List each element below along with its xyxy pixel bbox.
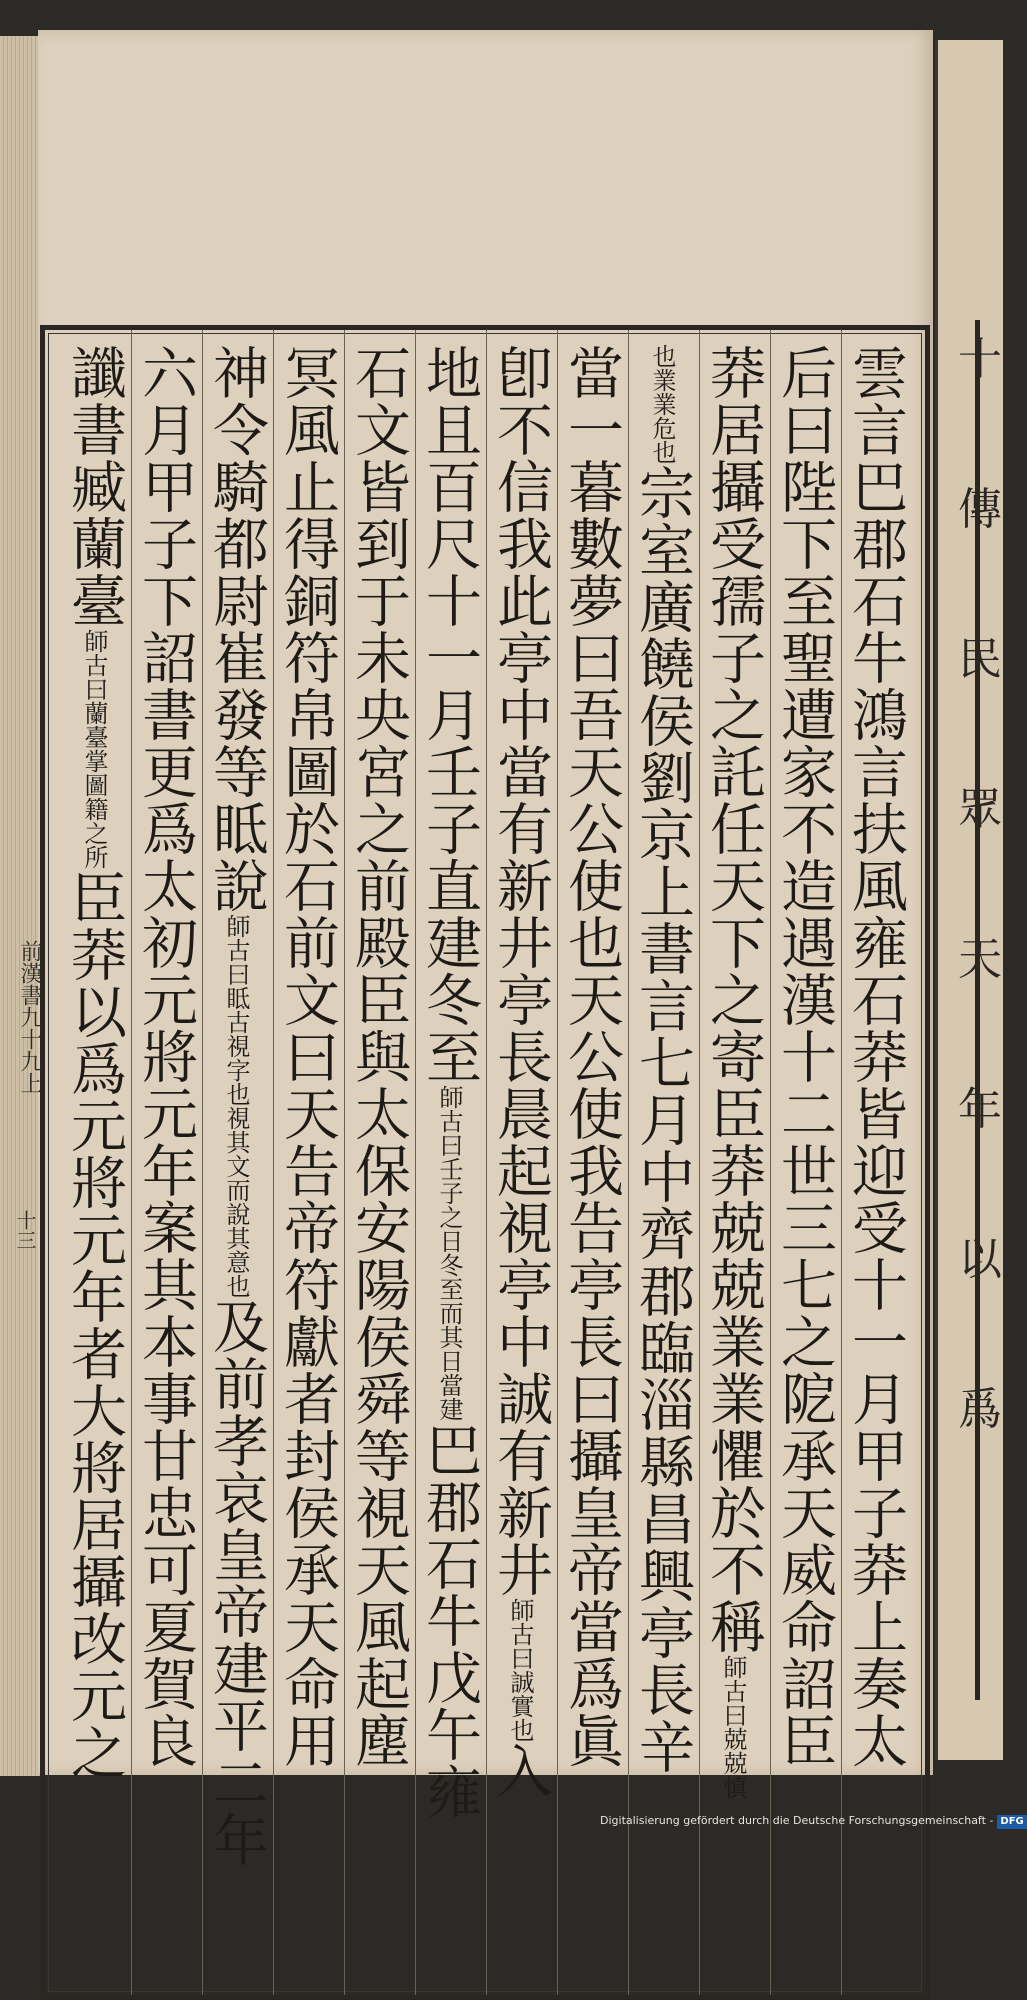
next-page-char: 民 bbox=[958, 634, 1002, 685]
text-column bbox=[557, 344, 625, 1984]
next-page-char: 傳 bbox=[958, 484, 1002, 535]
column-rule bbox=[770, 330, 771, 1995]
next-page-char: 眾 bbox=[958, 784, 1002, 835]
column-text: 卽不信我此亭中當有新井亭長晨起視亭中誠有新井 bbox=[488, 344, 553, 1598]
next-page-char: 十 bbox=[958, 334, 1002, 385]
column-annotation: 師古曰兢兢慎 bbox=[719, 1655, 747, 1799]
column-text: 石文皆到于未央宮之前殿臣與太保安陽侯舜等視天風起塵 bbox=[346, 344, 411, 1769]
column-rule bbox=[273, 330, 274, 1995]
column-lead-note: 也業業危也 bbox=[648, 344, 676, 464]
column-rule bbox=[486, 330, 487, 1995]
text-column bbox=[486, 344, 554, 1984]
column-tail-text: 及前孝哀皇帝建平二年 bbox=[204, 1298, 269, 1868]
column-tail-text: 巴郡石牛戊午雍 bbox=[417, 1421, 482, 1820]
next-page-char: 天 bbox=[958, 934, 1002, 985]
column-annotation: 師古曰眡古視字也視其文而說其意也 bbox=[222, 914, 250, 1298]
text-column bbox=[202, 344, 270, 1984]
next-page-char: 以 bbox=[958, 1234, 1002, 1285]
text-column bbox=[699, 344, 767, 1984]
margin-slip-number: 十三 bbox=[13, 1210, 37, 1250]
column-text: 莽居攝受孺子之託任天下之寄臣莽兢兢業業懼於不稱 bbox=[701, 344, 766, 1655]
margin-slip-title: 前漢書九十九上 bbox=[17, 940, 42, 1094]
column-text: 后曰陛下至聖遭家不造遇漢十二世三七之阸承天威命詔臣 bbox=[772, 344, 837, 1769]
column-text: 雲言巴郡石牛鴻言扶風雍石莽皆迎受十一月甲子莽上奏太 bbox=[843, 344, 908, 1769]
text-column bbox=[415, 344, 483, 1984]
column-rule bbox=[415, 330, 416, 1995]
column-text: 地且百尺十一月壬子直建冬至 bbox=[417, 344, 482, 1085]
column-annotation: 師古曰誠實也 bbox=[506, 1598, 534, 1742]
column-rule bbox=[699, 330, 700, 1995]
text-column bbox=[770, 344, 838, 1984]
column-tail-text: 臣莽以爲元將元年者大將居攝改元之 bbox=[62, 869, 127, 1781]
dfg-logo: DFG bbox=[997, 1815, 1026, 1829]
column-text: 六月甲子下詔書更爲太初元將元年案其本事甘忠可夏賀良 bbox=[133, 344, 198, 1769]
text-column bbox=[344, 344, 412, 1984]
column-text: 宗室廣饒侯劉京上書言七月中齊郡臨淄縣昌興亭長辛 bbox=[630, 464, 695, 1775]
text-column bbox=[273, 344, 341, 1984]
footer-credit-text: Digitalisierung gefördert durch die Deutsche Forschungsgemeinschaft - bbox=[600, 1814, 994, 1827]
column-annotation: 師古曰蘭臺掌圖籍之所 bbox=[80, 629, 108, 869]
column-text: 讖書臧蘭臺 bbox=[62, 344, 127, 629]
column-text: 冥風止得銅符帛圖於石前文曰天告帝符獻者封侯承天命用 bbox=[275, 344, 340, 1769]
column-tail-text: 入 bbox=[488, 1742, 553, 1799]
column-rule bbox=[628, 330, 629, 1995]
column-text: 當一暮數夢曰吾天公使也天公使我告亭長曰攝皇帝當爲眞 bbox=[559, 344, 624, 1769]
next-page-char: 爲 bbox=[958, 1384, 1002, 1435]
column-rule bbox=[202, 330, 203, 1995]
column-text: 神令騎都尉崔發等眡說 bbox=[204, 344, 269, 914]
text-column bbox=[628, 344, 696, 1984]
footer-credit bbox=[600, 1810, 1024, 1831]
column-annotation: 師古曰壬子之日冬至而其日當建 bbox=[435, 1085, 463, 1421]
column-rule bbox=[131, 330, 132, 1995]
text-column bbox=[60, 344, 128, 1984]
column-rule bbox=[557, 330, 558, 1995]
column-rule bbox=[841, 330, 842, 1995]
text-column bbox=[131, 344, 199, 1984]
column-rule bbox=[344, 330, 345, 1995]
next-page-char: 年 bbox=[958, 1084, 1002, 1135]
text-column bbox=[841, 344, 909, 1984]
